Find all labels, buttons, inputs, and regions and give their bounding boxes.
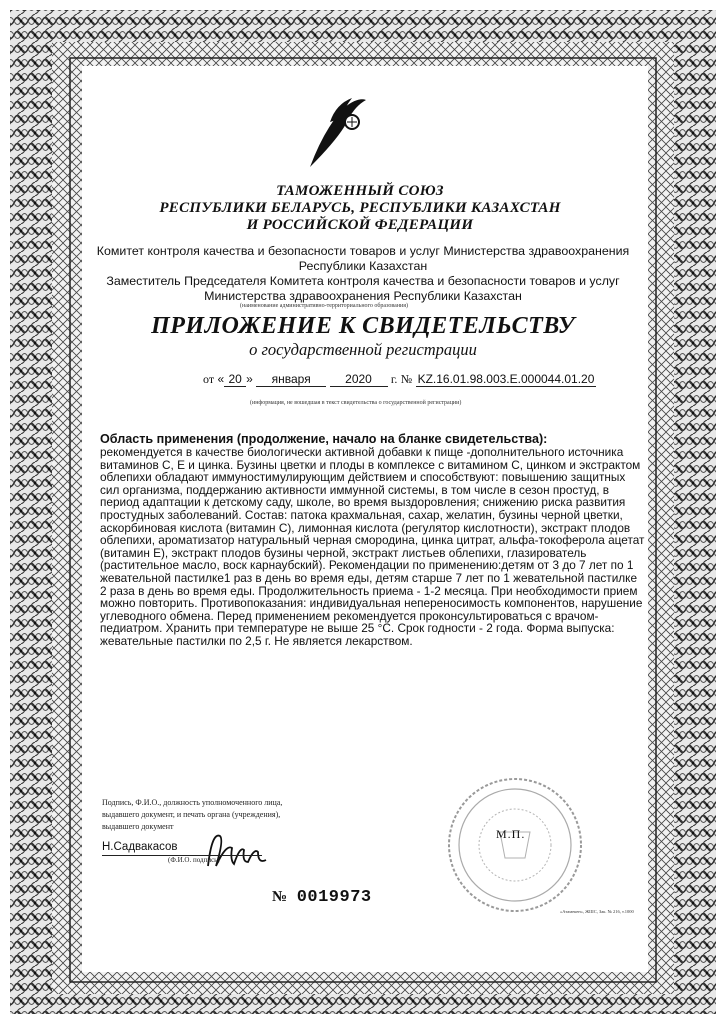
text-line: педиатром. Хранить при температуре не выше 25 °С. Срок годности - 2 года. Форма выпуска:	[100, 621, 615, 636]
serial-label: №	[272, 889, 288, 905]
printer-mark: «Атамекен», ЖШС, Зак. № 216, т.1000	[560, 909, 634, 914]
registration-dateline	[203, 372, 596, 387]
text-line: рекомендуется в качестве биологически активной добавки к пище -дополнительного источника	[100, 445, 624, 459]
text-line: витаминов С, Е и цинка. Бузины цветки и плоды в комплексе с витамином С, цинком и экстрактом	[100, 457, 641, 472]
customs-union-heading	[120, 183, 600, 234]
text-line: аскорбиновая кислота (витамин С), лимонная кислота (регулятор кислотности), экстракт плодов	[100, 520, 631, 535]
customs-union-emblem-icon	[300, 92, 370, 172]
text-line: 2 раза в день во время еды. Продолжительность приема - 1-2 месяца. При необходимости прием	[100, 583, 638, 598]
registration-year: 2020	[330, 372, 388, 387]
registration-day: 20	[224, 372, 246, 387]
signature-caption-line: выдавшего документ	[102, 822, 174, 831]
number-label: №	[400, 372, 413, 386]
committee-line: Республики Казахстан	[298, 259, 428, 273]
text-line: облепихи, ароматизатор натуральный черная смородина, цинка цитрат, альфа-токоферола ацетат	[100, 533, 645, 548]
registration-number: KZ.16.01.98.003.E.000044.01.20	[417, 372, 595, 386]
stamp-place-label: М.П.	[496, 827, 526, 841]
committee-line: Заместитель Председателя Комитета контроля качества и безопасности товаров и услуг	[106, 274, 620, 288]
text-line: простудных заболеваний. Состав: патока крахмальная, сахар, желатин, бузины черной цветки,	[100, 507, 623, 522]
year-suffix: г.	[390, 372, 398, 386]
official-seal-icon	[430, 770, 600, 920]
application-area-text	[100, 446, 720, 648]
registration-caption: (информация, не вошедшая в текст свидетельства о государственной регистрации)	[250, 400, 462, 406]
signature-caption-line: выдавшего документ, и печать органа (учреждения),	[102, 810, 281, 819]
form-serial-number	[272, 888, 372, 907]
open-quote: «	[217, 372, 225, 386]
registration-month: января	[256, 372, 326, 387]
signer-name: Н.Садвакасов	[102, 841, 178, 853]
text-line: углеводного обмена. Перед применением рекомендуется проконсультироваться с врачом-	[100, 608, 599, 623]
union-line: И РОССИЙСКОЙ ФЕДЕРАЦИИ	[246, 217, 474, 233]
signature-caption-line: Подпись, Ф.И.О., должность уполномоченного лица,	[102, 798, 283, 807]
close-quote: »	[246, 372, 253, 386]
signer-caption: (Ф.И.О. подпись)	[168, 856, 220, 864]
union-line: РЕСПУБЛИКИ БЕЛАРУСЬ, РЕСПУБЛИКИ КАЗАХСТАН	[159, 200, 561, 216]
from-label: от	[203, 372, 215, 386]
handwritten-signature-icon	[200, 826, 280, 876]
serial-value: 0019973	[296, 888, 372, 907]
text-line: жевательной пастилке1 раз в день во время еды, детям старше 7 лет по 1 жевательной пастилке	[100, 570, 638, 585]
text-line: сил организма, поддержанию активности иммунной системы, в том числе в сезон простуд, в	[100, 482, 610, 497]
document-title: ПРИЛОЖЕНИЕ К СВИДЕТЕЛЬСТВУ	[151, 313, 575, 339]
text-line: можно повторить. Противопоказания: индивидуальная непереносимость компонентов, нарушение	[100, 596, 643, 611]
text-line: (растительное масло, воск карнаубский). Рекомендации по применению:детям от 3 до 7 лет по 1	[100, 558, 634, 573]
union-line: ТАМОЖЕННЫЙ СОЮЗ	[276, 183, 444, 199]
committee-line: Министерства здравоохранения Республики Казахстан	[204, 289, 522, 303]
text-line: жевательные пастилки по 2,5 г. Не является лекарством.	[100, 633, 413, 648]
document-subtitle: о государственной регистрации	[249, 340, 477, 359]
text-line: облепихи обладают иммуностимулирующим действием и способствуют: повышению защитных	[100, 470, 626, 485]
committee-block	[90, 244, 636, 304]
committee-line: Комитет контроля качества и безопасности товаров и услуг Министерства здравоохранения	[96, 244, 630, 258]
text-line: (витамин Е), экстракт плодов бузины черной, экстракт листьев облепихи, глазирователь	[100, 545, 587, 560]
committee-caption: (наименование административно-территориального образования)	[240, 303, 409, 309]
application-area-title: Область применения (продолжение, начало на бланке свидетельства):	[100, 432, 548, 446]
text-line: период адаптации к детскому саду, школе, во время выздоровления; снижению риска развития	[100, 495, 626, 510]
